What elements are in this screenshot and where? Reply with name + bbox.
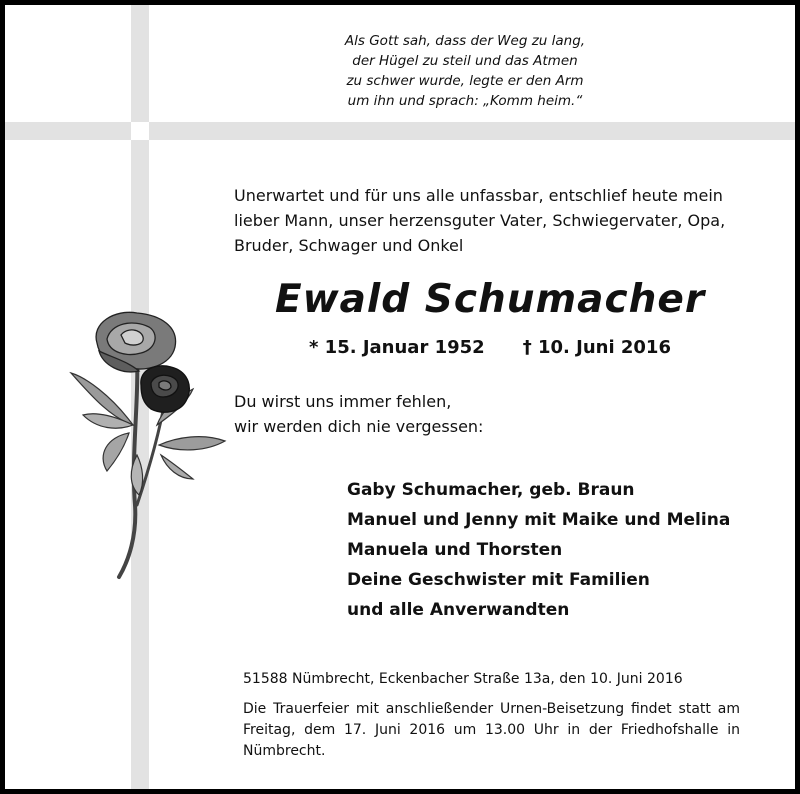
cross-center [131, 122, 149, 140]
mourner-entry: Manuela und Thorsten [347, 540, 563, 560]
mourner-entry: und alle Anverwandten [347, 600, 570, 620]
rose-icon [67, 305, 232, 580]
place-and-date: 51588 Nümbrecht, Eckenbacher Straße 13a, den 10. Juni 2016 [243, 671, 683, 687]
quote-line: der Hügel zu steil und das Atmen [352, 53, 578, 69]
life-dates [235, 337, 745, 358]
intro-line: lieber Mann, unser herzensguter Vater, Schwiegervater, Opa, [234, 211, 726, 230]
message-line: wir werden dich nie vergessen: [234, 417, 484, 436]
intro-line: Unerwartet und für uns alle unfassbar, entschlief heute mein [234, 186, 723, 205]
deceased-name: Ewald Schumacher [274, 277, 706, 322]
mourner-entry: Manuel und Jenny mit Maike und Melina [347, 510, 731, 530]
mourner-entry: Gaby Schumacher, geb. Braun [347, 480, 635, 500]
farewell-message [234, 389, 483, 439]
funeral-info: Die Trauerfeier mit anschließender Urnen-Beisetzung findet statt am Freitag, dem 17. Juni 2016 um 13.00 Uhr in der Friedhofshalle in Nümbrecht. [243, 701, 740, 759]
birth-date: * 15. Januar 1952 [309, 337, 485, 358]
intro-line: Bruder, Schwager und Onkel [234, 236, 464, 255]
mourner-entry: Deine Geschwister mit Familien [347, 570, 650, 590]
cross-horizontal-bar [5, 122, 800, 140]
mourners-list [347, 475, 730, 625]
quote-line: zu schwer wurde, legte er den Arm [346, 73, 584, 89]
quote-line: um ihn und sprach: „Komm heim.“ [347, 93, 583, 109]
quote-line: Als Gott sah, dass der Weg zu lang, [344, 33, 586, 49]
intro-text [234, 183, 725, 258]
message-line: Du wirst uns immer fehlen, [234, 392, 452, 411]
memorial-quote [255, 31, 675, 111]
death-date: † 10. Juni 2016 [522, 337, 671, 358]
